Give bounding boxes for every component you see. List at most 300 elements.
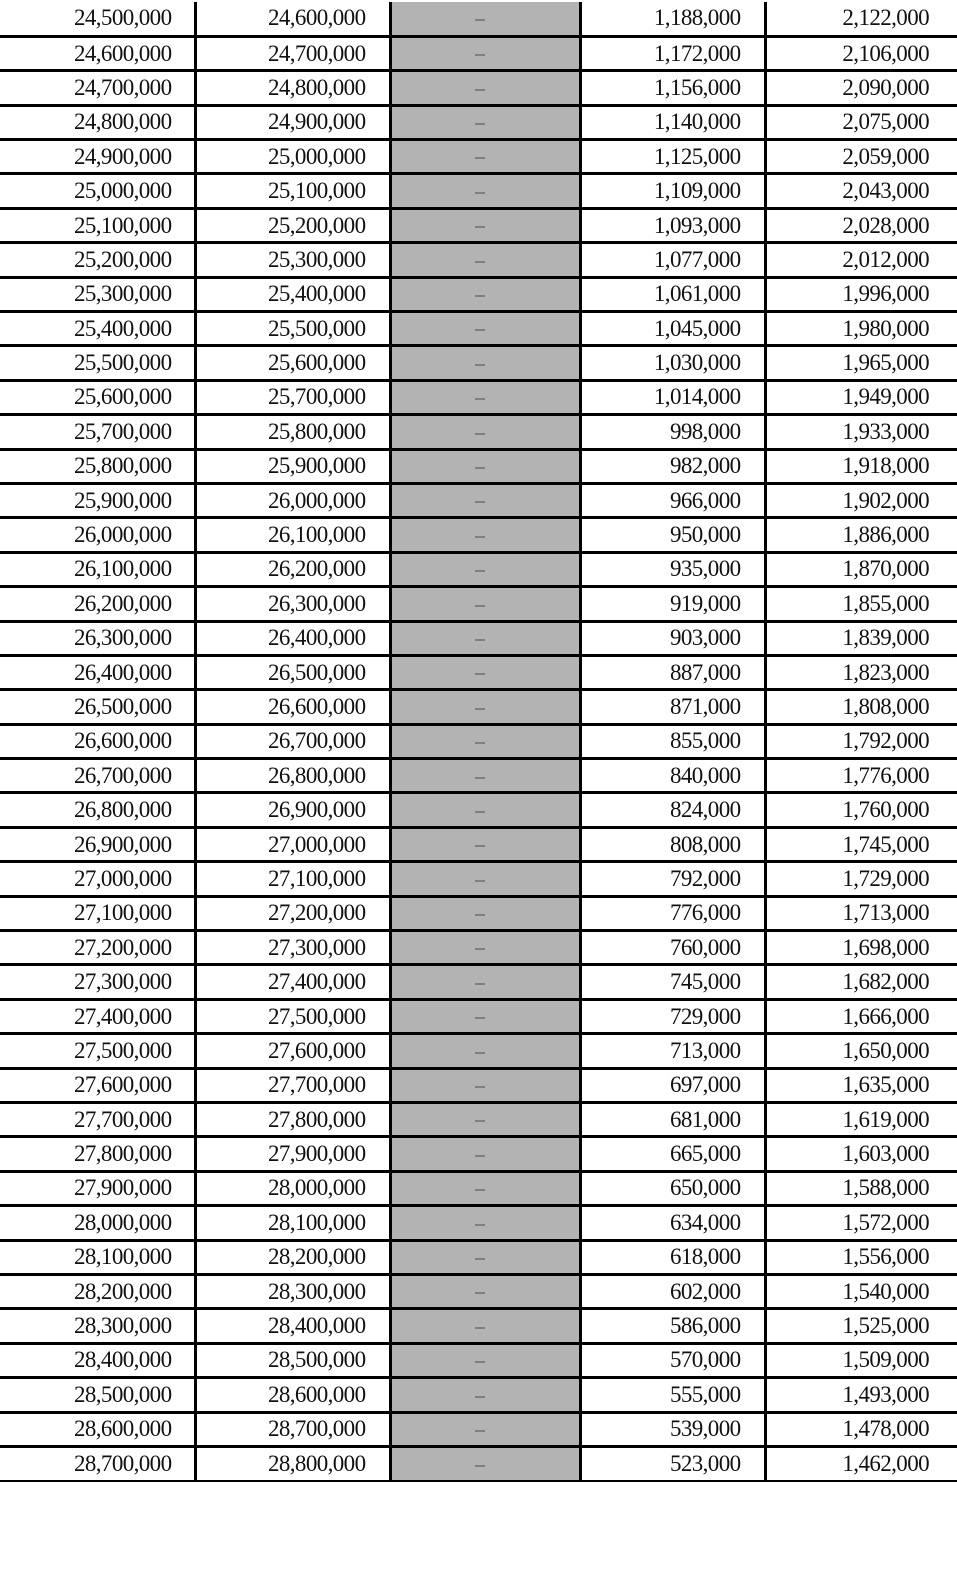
table-row	[0, 483, 957, 517]
income-to-cell: 27,000,000	[195, 827, 390, 861]
amount-cell: 903,000	[580, 621, 765, 655]
amount-cell-2: 1,682,000	[765, 965, 957, 999]
amount-cell: 618,000	[580, 1240, 765, 1274]
dash-icon	[475, 1224, 485, 1226]
amount-cell: 982,000	[580, 449, 765, 483]
income-from-cell: 25,600,000	[0, 380, 195, 414]
amount-cell: 1,093,000	[580, 208, 765, 242]
table-row	[0, 552, 957, 586]
income-from-cell: 28,700,000	[0, 1446, 195, 1480]
shaded-cell	[390, 1274, 580, 1308]
income-to-cell: 28,300,000	[195, 1274, 390, 1308]
dash-icon	[475, 192, 485, 194]
income-to-cell: 28,100,000	[195, 1206, 390, 1240]
income-to-cell: 28,800,000	[195, 1446, 390, 1480]
amount-cell: 919,000	[580, 587, 765, 621]
table-row	[0, 312, 957, 346]
income-from-cell: 27,200,000	[0, 931, 195, 965]
amount-cell-2: 1,886,000	[765, 518, 957, 552]
income-from-cell: 27,400,000	[0, 999, 195, 1033]
income-to-cell: 26,800,000	[195, 759, 390, 793]
income-to-cell: 26,500,000	[195, 655, 390, 689]
table-row	[0, 587, 957, 621]
table-row	[0, 1068, 957, 1102]
income-to-cell: 25,200,000	[195, 208, 390, 242]
income-from-cell: 25,000,000	[0, 174, 195, 208]
dash-icon	[475, 948, 485, 950]
income-to-cell: 27,100,000	[195, 862, 390, 896]
table-row	[0, 1378, 957, 1412]
amount-cell: 998,000	[580, 415, 765, 449]
income-from-cell: 27,900,000	[0, 1171, 195, 1205]
table-row	[0, 793, 957, 827]
income-from-cell: 24,700,000	[0, 71, 195, 105]
amount-cell-2: 1,965,000	[765, 346, 957, 380]
amount-cell-2: 1,839,000	[765, 621, 957, 655]
amount-cell-2: 1,478,000	[765, 1412, 957, 1446]
income-to-cell: 25,400,000	[195, 277, 390, 311]
income-to-cell: 27,900,000	[195, 1137, 390, 1171]
income-from-cell: 25,800,000	[0, 449, 195, 483]
income-to-cell: 25,000,000	[195, 140, 390, 174]
income-from-cell: 26,700,000	[0, 759, 195, 793]
dash-icon	[475, 364, 485, 366]
shaded-cell	[390, 1446, 580, 1480]
dash-icon	[475, 811, 485, 813]
amount-cell: 555,000	[580, 1378, 765, 1412]
amount-cell: 1,030,000	[580, 346, 765, 380]
shaded-cell	[390, 243, 580, 277]
dash-icon	[475, 1086, 485, 1088]
shaded-cell	[390, 1034, 580, 1068]
income-to-cell: 26,700,000	[195, 724, 390, 758]
income-from-cell: 25,900,000	[0, 483, 195, 517]
amount-cell-2: 1,760,000	[765, 793, 957, 827]
income-to-cell: 27,800,000	[195, 1103, 390, 1137]
dash-icon	[475, 1258, 485, 1260]
amount-cell-2: 1,949,000	[765, 380, 957, 414]
amount-cell: 760,000	[580, 931, 765, 965]
dash-icon	[475, 742, 485, 744]
income-from-cell: 28,600,000	[0, 1412, 195, 1446]
shaded-cell	[390, 277, 580, 311]
dash-icon	[475, 226, 485, 228]
table-row	[0, 621, 957, 655]
amount-cell: 586,000	[580, 1309, 765, 1343]
income-to-cell: 26,900,000	[195, 793, 390, 827]
amount-cell-2: 1,635,000	[765, 1068, 957, 1102]
table-row	[0, 1137, 957, 1171]
income-from-cell: 27,000,000	[0, 862, 195, 896]
table-row	[0, 1103, 957, 1137]
amount-cell-2: 1,808,000	[765, 690, 957, 724]
income-from-cell: 28,500,000	[0, 1378, 195, 1412]
shaded-cell	[390, 552, 580, 586]
table-row	[0, 759, 957, 793]
table-row	[0, 2, 957, 36]
shaded-cell	[390, 380, 580, 414]
shaded-cell	[390, 208, 580, 242]
income-from-cell: 25,500,000	[0, 346, 195, 380]
income-from-cell: 25,400,000	[0, 312, 195, 346]
shaded-cell	[390, 140, 580, 174]
shaded-cell	[390, 999, 580, 1033]
table-row	[0, 1274, 957, 1308]
amount-cell-2: 2,075,000	[765, 105, 957, 139]
income-to-cell: 25,100,000	[195, 174, 390, 208]
dash-icon	[475, 673, 485, 675]
dash-icon	[475, 54, 485, 56]
income-from-cell: 26,900,000	[0, 827, 195, 861]
amount-cell-2: 1,933,000	[765, 415, 957, 449]
income-to-cell: 28,500,000	[195, 1343, 390, 1377]
shaded-cell	[390, 1206, 580, 1240]
table-row	[0, 71, 957, 105]
amount-cell: 1,140,000	[580, 105, 765, 139]
table-row	[0, 1206, 957, 1240]
income-from-cell: 25,100,000	[0, 208, 195, 242]
income-from-cell: 28,200,000	[0, 1274, 195, 1308]
table-row	[0, 449, 957, 483]
shaded-cell	[390, 1068, 580, 1102]
income-to-cell: 26,100,000	[195, 518, 390, 552]
shaded-cell	[390, 1343, 580, 1377]
shaded-cell	[390, 1103, 580, 1137]
amount-cell-2: 1,572,000	[765, 1206, 957, 1240]
amount-cell-2: 1,870,000	[765, 552, 957, 586]
income-from-cell: 24,800,000	[0, 105, 195, 139]
amount-cell: 1,188,000	[580, 2, 765, 36]
tax-table-body	[0, 2, 957, 1481]
amount-cell: 681,000	[580, 1103, 765, 1137]
amount-cell: 776,000	[580, 896, 765, 930]
shaded-cell	[390, 862, 580, 896]
amount-cell: 745,000	[580, 965, 765, 999]
amount-cell: 713,000	[580, 1034, 765, 1068]
table-row	[0, 208, 957, 242]
income-from-cell: 25,200,000	[0, 243, 195, 277]
income-from-cell: 27,800,000	[0, 1137, 195, 1171]
amount-cell-2: 1,823,000	[765, 655, 957, 689]
income-to-cell: 26,200,000	[195, 552, 390, 586]
dash-icon	[475, 536, 485, 538]
shaded-cell	[390, 415, 580, 449]
table-row	[0, 1446, 957, 1480]
amount-cell: 729,000	[580, 999, 765, 1033]
income-from-cell: 26,400,000	[0, 655, 195, 689]
amount-cell: 1,061,000	[580, 277, 765, 311]
dash-icon	[475, 914, 485, 916]
income-from-cell: 28,300,000	[0, 1309, 195, 1343]
income-to-cell: 27,200,000	[195, 896, 390, 930]
shaded-cell	[390, 621, 580, 655]
income-from-cell: 26,000,000	[0, 518, 195, 552]
table-row	[0, 174, 957, 208]
amount-cell: 650,000	[580, 1171, 765, 1205]
amount-cell-2: 1,525,000	[765, 1309, 957, 1343]
income-to-cell: 26,000,000	[195, 483, 390, 517]
table-row	[0, 1343, 957, 1377]
dash-icon	[475, 123, 485, 125]
income-from-cell: 28,400,000	[0, 1343, 195, 1377]
income-to-cell: 27,600,000	[195, 1034, 390, 1068]
income-to-cell: 28,000,000	[195, 1171, 390, 1205]
income-from-cell: 24,900,000	[0, 140, 195, 174]
amount-cell-2: 2,059,000	[765, 140, 957, 174]
income-to-cell: 27,500,000	[195, 999, 390, 1033]
amount-cell-2: 1,619,000	[765, 1103, 957, 1137]
dash-icon	[475, 1292, 485, 1294]
amount-cell: 1,045,000	[580, 312, 765, 346]
shaded-cell	[390, 655, 580, 689]
income-to-cell: 25,300,000	[195, 243, 390, 277]
income-from-cell: 26,100,000	[0, 552, 195, 586]
amount-cell-2: 2,106,000	[765, 36, 957, 70]
dash-icon	[475, 639, 485, 641]
income-from-cell: 26,800,000	[0, 793, 195, 827]
table-row	[0, 965, 957, 999]
income-from-cell: 26,500,000	[0, 690, 195, 724]
table-row	[0, 655, 957, 689]
table-row	[0, 862, 957, 896]
table-row	[0, 380, 957, 414]
amount-cell: 950,000	[580, 518, 765, 552]
table-row	[0, 415, 957, 449]
income-to-cell: 25,900,000	[195, 449, 390, 483]
dash-icon	[475, 605, 485, 607]
shaded-cell	[390, 71, 580, 105]
income-to-cell: 24,700,000	[195, 36, 390, 70]
amount-cell: 792,000	[580, 862, 765, 896]
amount-cell-2: 1,666,000	[765, 999, 957, 1033]
tax-table	[0, 2, 957, 1482]
amount-cell-2: 1,996,000	[765, 277, 957, 311]
income-to-cell: 28,200,000	[195, 1240, 390, 1274]
amount-cell: 840,000	[580, 759, 765, 793]
amount-cell: 966,000	[580, 483, 765, 517]
dash-icon	[475, 398, 485, 400]
shaded-cell	[390, 1412, 580, 1446]
table-row	[0, 277, 957, 311]
income-to-cell: 25,700,000	[195, 380, 390, 414]
shaded-cell	[390, 1171, 580, 1205]
amount-cell: 1,014,000	[580, 380, 765, 414]
dash-icon	[475, 1017, 485, 1019]
shaded-cell	[390, 724, 580, 758]
amount-cell: 523,000	[580, 1446, 765, 1480]
dash-icon	[475, 983, 485, 985]
income-to-cell: 28,700,000	[195, 1412, 390, 1446]
shaded-cell	[390, 827, 580, 861]
dash-icon	[475, 261, 485, 263]
income-to-cell: 27,400,000	[195, 965, 390, 999]
income-to-cell: 28,400,000	[195, 1309, 390, 1343]
dash-icon	[475, 433, 485, 435]
amount-cell-2: 1,698,000	[765, 931, 957, 965]
table-row	[0, 1171, 957, 1205]
table-row	[0, 518, 957, 552]
amount-cell: 1,077,000	[580, 243, 765, 277]
table-row	[0, 1412, 957, 1446]
shaded-cell	[390, 2, 580, 36]
dash-icon	[475, 467, 485, 469]
shaded-cell	[390, 1378, 580, 1412]
dash-icon	[475, 295, 485, 297]
table-row	[0, 931, 957, 965]
amount-cell: 539,000	[580, 1412, 765, 1446]
amount-cell: 665,000	[580, 1137, 765, 1171]
amount-cell-2: 1,713,000	[765, 896, 957, 930]
amount-cell-2: 1,980,000	[765, 312, 957, 346]
dash-icon	[475, 1430, 485, 1432]
amount-cell-2: 1,745,000	[765, 827, 957, 861]
income-from-cell: 26,300,000	[0, 621, 195, 655]
shaded-cell	[390, 36, 580, 70]
amount-cell-2: 1,588,000	[765, 1171, 957, 1205]
dash-icon	[475, 1361, 485, 1363]
shaded-cell	[390, 931, 580, 965]
amount-cell: 935,000	[580, 552, 765, 586]
amount-cell-2: 1,776,000	[765, 759, 957, 793]
table-row	[0, 36, 957, 70]
dash-icon	[475, 777, 485, 779]
shaded-cell	[390, 965, 580, 999]
amount-cell-2: 1,918,000	[765, 449, 957, 483]
amount-cell: 808,000	[580, 827, 765, 861]
income-to-cell: 24,600,000	[195, 2, 390, 36]
amount-cell: 602,000	[580, 1274, 765, 1308]
income-from-cell: 26,600,000	[0, 724, 195, 758]
shaded-cell	[390, 449, 580, 483]
income-from-cell: 28,000,000	[0, 1206, 195, 1240]
shaded-cell	[390, 346, 580, 380]
income-to-cell: 27,300,000	[195, 931, 390, 965]
dash-icon	[475, 19, 485, 21]
income-to-cell: 28,600,000	[195, 1378, 390, 1412]
table-row	[0, 1240, 957, 1274]
shaded-cell	[390, 312, 580, 346]
amount-cell-2: 1,556,000	[765, 1240, 957, 1274]
income-to-cell: 26,600,000	[195, 690, 390, 724]
income-from-cell: 27,300,000	[0, 965, 195, 999]
amount-cell-2: 1,729,000	[765, 862, 957, 896]
amount-cell-2: 1,650,000	[765, 1034, 957, 1068]
dash-icon	[475, 1327, 485, 1329]
amount-cell: 887,000	[580, 655, 765, 689]
income-from-cell: 25,300,000	[0, 277, 195, 311]
shaded-cell	[390, 759, 580, 793]
income-to-cell: 24,900,000	[195, 105, 390, 139]
amount-cell: 1,125,000	[580, 140, 765, 174]
dash-icon	[475, 1155, 485, 1157]
income-to-cell: 24,800,000	[195, 71, 390, 105]
income-from-cell: 27,100,000	[0, 896, 195, 930]
amount-cell-2: 2,090,000	[765, 71, 957, 105]
amount-cell-2: 2,043,000	[765, 174, 957, 208]
income-from-cell: 28,100,000	[0, 1240, 195, 1274]
shaded-cell	[390, 518, 580, 552]
amount-cell-2: 2,122,000	[765, 2, 957, 36]
table-row	[0, 105, 957, 139]
shaded-cell	[390, 896, 580, 930]
amount-cell-2: 1,540,000	[765, 1274, 957, 1308]
income-from-cell: 24,500,000	[0, 2, 195, 36]
dash-icon	[475, 1189, 485, 1191]
table-row	[0, 896, 957, 930]
shaded-cell	[390, 483, 580, 517]
income-from-cell: 24,600,000	[0, 36, 195, 70]
shaded-cell	[390, 1240, 580, 1274]
income-to-cell: 25,600,000	[195, 346, 390, 380]
dash-icon	[475, 880, 485, 882]
shaded-cell	[390, 587, 580, 621]
income-to-cell: 25,500,000	[195, 312, 390, 346]
amount-cell: 1,156,000	[580, 71, 765, 105]
income-from-cell: 27,600,000	[0, 1068, 195, 1102]
amount-cell-2: 1,509,000	[765, 1343, 957, 1377]
shaded-cell	[390, 174, 580, 208]
amount-cell: 697,000	[580, 1068, 765, 1102]
shaded-cell	[390, 105, 580, 139]
shaded-cell	[390, 793, 580, 827]
shaded-cell	[390, 690, 580, 724]
amount-cell-2: 1,462,000	[765, 1446, 957, 1480]
dash-icon	[475, 157, 485, 159]
table-row	[0, 243, 957, 277]
table-row	[0, 1034, 957, 1068]
income-from-cell: 27,500,000	[0, 1034, 195, 1068]
amount-cell: 855,000	[580, 724, 765, 758]
dash-icon	[475, 708, 485, 710]
income-to-cell: 26,300,000	[195, 587, 390, 621]
dash-icon	[475, 329, 485, 331]
income-to-cell: 26,400,000	[195, 621, 390, 655]
amount-cell-2: 1,855,000	[765, 587, 957, 621]
amount-cell: 871,000	[580, 690, 765, 724]
amount-cell-2: 1,792,000	[765, 724, 957, 758]
table-row	[0, 690, 957, 724]
table-row	[0, 1309, 957, 1343]
dash-icon	[475, 1465, 485, 1467]
amount-cell: 634,000	[580, 1206, 765, 1240]
amount-cell: 1,109,000	[580, 174, 765, 208]
table-row	[0, 140, 957, 174]
dash-icon	[475, 570, 485, 572]
amount-cell-2: 2,012,000	[765, 243, 957, 277]
amount-cell: 1,172,000	[580, 36, 765, 70]
amount-cell: 570,000	[580, 1343, 765, 1377]
table-row	[0, 346, 957, 380]
dash-icon	[475, 1396, 485, 1398]
income-from-cell: 25,700,000	[0, 415, 195, 449]
amount-cell-2: 2,028,000	[765, 208, 957, 242]
shaded-cell	[390, 1137, 580, 1171]
income-from-cell: 27,700,000	[0, 1103, 195, 1137]
dash-icon	[475, 845, 485, 847]
shaded-cell	[390, 1309, 580, 1343]
amount-cell-2: 1,603,000	[765, 1137, 957, 1171]
dash-icon	[475, 89, 485, 91]
dash-icon	[475, 501, 485, 503]
income-from-cell: 26,200,000	[0, 587, 195, 621]
amount-cell-2: 1,902,000	[765, 483, 957, 517]
table-row	[0, 827, 957, 861]
amount-cell: 824,000	[580, 793, 765, 827]
income-to-cell: 27,700,000	[195, 1068, 390, 1102]
dash-icon	[475, 1120, 485, 1122]
income-to-cell: 25,800,000	[195, 415, 390, 449]
table-row	[0, 724, 957, 758]
